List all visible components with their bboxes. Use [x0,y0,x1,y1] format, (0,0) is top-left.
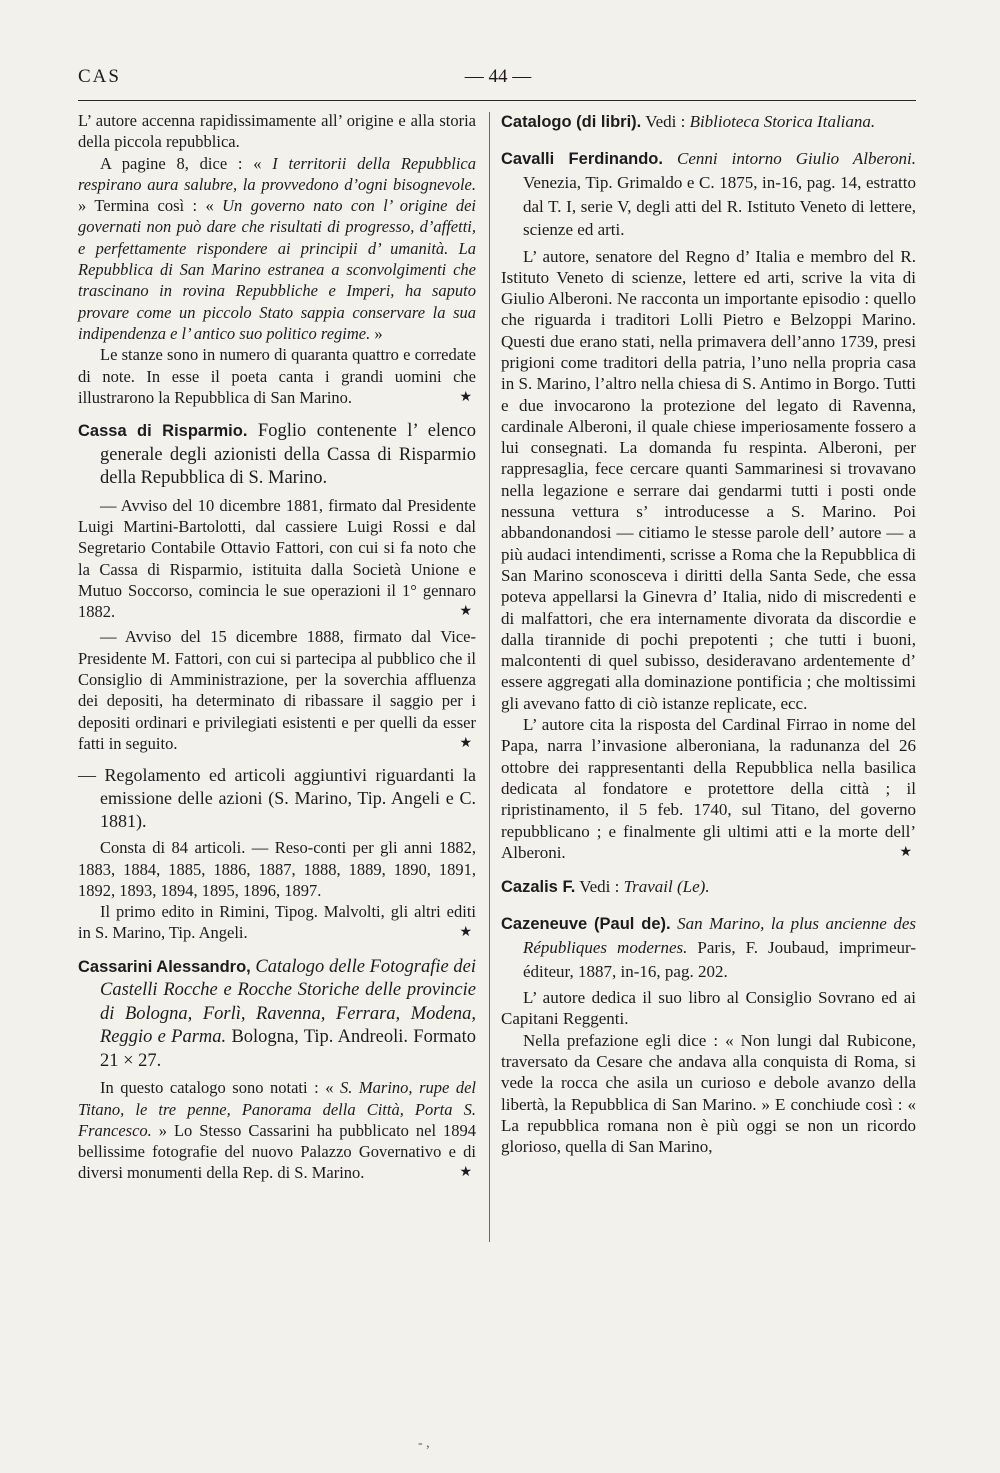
entry-cassa-di-risparmio [78,420,476,944]
regolamento: — Regolamento ed articoli aggiuntivi riguardanti la emissione delle azioni (S. Marino, Tip. Angeli e C. 1881). [78,765,476,832]
cavalli-paragraph-1: L’ autore, senatore del Regno d’ Italia e membro del R. Istituto Veneto di scienze, lettere ed arti, scrive la vita di Giulio Alberoni. Ne racconta un importante episodio : quello che riguarda i traditori Lolli Pietro e Belzoppi Marino. Questi due erano stati, nella primavera dell’anno 1739, presi prigioni come traditori della patria, l’uno nella propria casa in S. Marino, l’altro nella chiesa di S. Antimo in Borgo. Tutti e due invocarono la protezione del legato di Ravenna, cardinale Alberoni, il quale chiese imperiosamente fossero a lui consegnati. La domanda fu respinta. Alberoni, per rappresaglia, fece cercare quanti Sammarinesi si trovavano nella legazione e serrare dai gendarmi tutti i posti onde nessuna vettura s’ introducesse a S. Marino. Poi abbandonandosi — citiamo le stesse parole dell’ autore — a più audaci intendimenti, scrisse a Roma che la Repubblica di San Marino sconosceva i diritti della Santa Sede, che essa poteva appellarsi la Ginevra d’ Italia, nido di miscredenti e di malfattori, che era internamente divorata da discordie e dalla tirannide di pochi prepotenti ; che tutti i buoni, malcontenti di quel subisso, desideravano ardentemente d’ essere aggregati alla dominazione pontificia ; che moltissimi gli avevano fatto di ciò istanze replicate, ecc. [501,246,916,713]
cavalli-paragraph-2 [501,714,916,863]
star-marker: ★ [899,844,912,860]
intro-quote-lead: A pagine 8, dice : « [100,153,273,173]
entry-title: Foglio contenente l’ elenco generale degli azionisti della Cassa di Risparmio della Repubblica di S. Marino. [100,421,476,489]
entry-name: Cazeneuve (Paul de). [501,914,671,933]
entry-heading [501,110,916,135]
entry-cazalis [501,875,916,900]
right-column [501,110,916,1157]
primo-paragraph [78,901,476,944]
consta-paragraph: Consta di 84 articoli. — Reso-conti per gli anni 1882, 1883, 1884, 1885, 1886, 1887, 1888, 1889, 1890, 1891, 1892, 1893, 1894, 1895, 1896, 1897. [78,838,476,900]
page-header [78,66,916,96]
cassarini-lead: In questo catalogo sono notati : « [100,1078,341,1098]
entry-imprint: Venezia, Tip. Grimaldo e C. 1875, in-16, pag. 14, estratto dal T. I, serie V, degli atti del R. Istituto Veneto di lettere, scienze ed arti. [523,173,916,239]
star-marker: ★ [459,389,472,405]
entry-heading [501,875,916,900]
entry-cavalli [501,147,916,864]
star-marker: ★ [459,1165,472,1181]
entry-title: San Marino, la plus ancienne des Républiques modernes. [523,913,916,958]
entry-vedi: Vedi : [575,877,624,897]
cassarini-rest: » Lo Stesso Cassarini ha pubblicato nel 1894 bellissime fotografie del nuovo Palazzo Governativo e di diversi monumenti della Rep. di S. Marino. [78,1120,476,1183]
intro-quote-close: » [370,323,383,343]
avviso-1888 [78,626,476,754]
entry-heading [501,912,916,984]
entry-title: Cenni intorno Giulio Alberoni. [662,148,917,168]
running-head: CAS [78,66,121,87]
entry-name: Cassa di Risparmio. [78,422,248,441]
cassarini-paragraph [78,1077,476,1183]
entry-heading [78,956,476,1074]
star-marker: ★ [459,604,472,620]
intro-paragraph-1: L’ autore accenna rapidissimamente all’ origine e alla storia della piccola repubblica. [78,111,476,152]
entry-imprint: Bologna, Tip. Andreoli. Formato 21 × 27. [100,1027,476,1071]
page-number: — 44 — [464,66,532,87]
cazeneuve-paragraph-2: Nella prefazione egli dice : « Non lungi dal Rubicone, traversato da Cesare che andava alla conquista di Roma, si vede la rocca che asila un curioso e debole avanzo della libertà, la Repubblica di San Marino. » E conchiude così : « La repubblica romana non è più oggi se non un ricordo glorioso, quella di San Marino, [501,1030,916,1157]
left-column [78,110,476,1184]
entry-name: Cazalis F. [501,878,576,897]
column-divider [489,112,490,1242]
header-rule [78,100,916,101]
entry-vedi: Vedi : [641,112,690,131]
avviso-1888-text: — Avviso del 15 dicembre 1888, firmato dal Vice-Presidente M. Fattori, con cui si partecipa al pubblico che il Consiglio di Amministrazione, per la soverchia affluenza dei depositi, ha determinato di ribassare il saggio per i depositi ordinari e privilegiati esistenti e per quelli da esser fatti in seguito. [78,627,476,753]
star-marker: ★ [459,735,472,751]
cazeneuve-paragraph-1: L’ autore dedica il suo libro al Consiglio Sovrano ed ai Capitani Reggenti. [501,988,916,1029]
footer-mark: - , [418,1436,430,1451]
avviso-1881-text: — Avviso del 10 dicembre 1881, firmato dal Presidente Luigi Martini-Bartolotti, dal cassiere Luigi Rossi e dal Segretario Contabile Ottavio Fattori, con cui si fa noto che la Cassa di Risparmio, istituita dalla Società Unione e Mutuo Soccorso, comincia le sue operazioni il 1° gennaro 1882. [78,495,476,622]
entry-reference: Biblioteca Storica Italiana. [689,112,876,131]
intro-quote-mid: » Termina così : « [78,196,223,216]
entry-heading [78,420,476,491]
intro-paragraph-2 [78,153,476,345]
avviso-1881 [78,495,476,623]
entry-name: Cassarini Alessandro, [78,957,251,976]
intro-paragraph-3-text: Le stanze sono in numero di quaranta quattro e corredate di note. In esse il poeta canta i grandi uomini che illustrarono la Repubblica di San Marino. [78,345,476,407]
cavalli-paragraph-2-text: L’ autore cita la risposta del Cardinal Firrao in nome del Papa, narra l’invasione alberoniana, la radunanza del 26 ottobre dei rappresentanti della Repubblica nella basilica dedicata al fondatore e protettore della città ; il ripristinamento, il 5 feb. 1740, sul Titano, del governo repubblicano ; e finalmente gli ultimi atti e la morte dell’ Alberoni. [501,715,916,862]
entry-name: Catalogo (di libri). [501,113,642,131]
intro-quote-2: Un governo nato con l’ origine dei governati non può dare che risultati di progresso, d’affetti, e perfettamente rispondere ai principii d’ umanità. La Repubblica di San Marino estranea a sconvolgimenti che trascinano in rovina Repubbliche e Imperi, ha saputo provare come un piccolo Stato sappia conservare la sua indipendenza e l’ antico suo politico regime. [78,196,476,343]
intro-quote-1: I territorii della Repubblica respirano aura salubre, la provvedono d’ogni bisognevole. [78,153,476,194]
entry-cazeneuve [501,912,916,1158]
entry-title: Catalogo delle Fotografie dei Castelli Rocche e Rocche Storiche delle provincie di Bologna, Forlì, Ravenna, Ferrara, Modena, Reggio e Parma. [100,956,476,1048]
primo-paragraph-text: Il primo edito in Rimini, Tipog. Malvolti, gli altri editi in S. Marino, Tip. Angeli. [78,902,476,943]
entry-name: Cavalli Ferdinando. [501,149,663,168]
entry-heading [501,147,916,242]
entry-imprint: Paris, F. Joubaud, imprimeur-éditeur, 1887, in-16, pag. 202. [523,938,916,981]
star-marker: ★ [459,925,472,941]
entry-cassarini [78,956,476,1184]
cassarini-quote: S. Marino, rupe del Titano, le tre penne, Panorama della Città, Porta S. Francesco. [78,1078,477,1140]
intro-paragraph-3 [78,344,476,408]
entry-catalogo [501,110,916,135]
entry-reference: Travail (Le). [623,877,710,897]
